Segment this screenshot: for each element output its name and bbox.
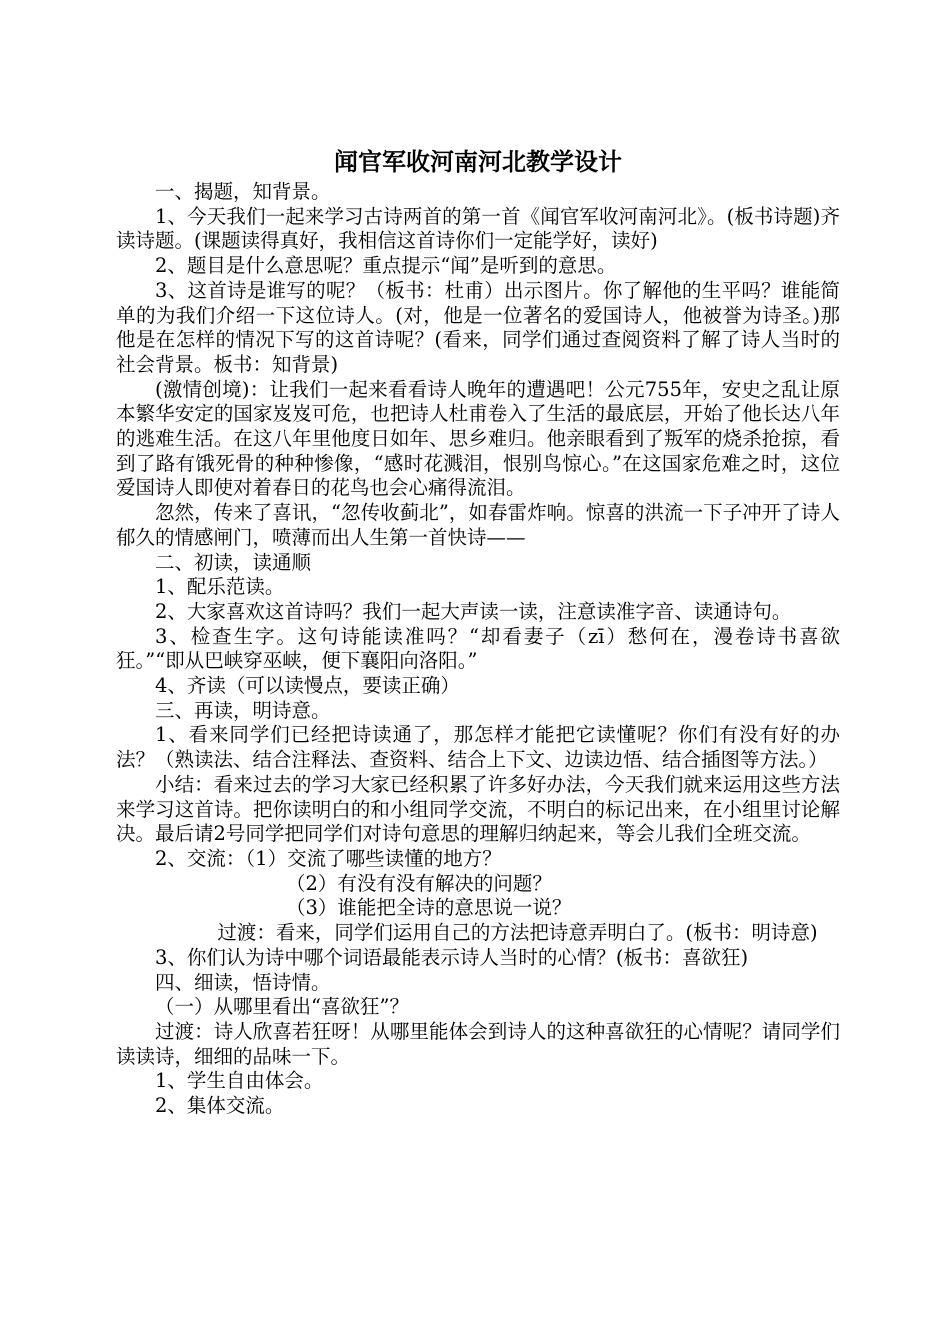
section-heading-4: 四、细读，悟诗情。 (155, 970, 331, 994)
paragraph: 3、这首诗是谁写的呢？（板书：杜甫）出示图片。你了解他的生平吗？谁能简单的为我们介绍一下这位诗人。(对，他是一位著名的爱国诗人，他被誉为诗圣。)那他是在怎样的情况下写的这首诗呢？(看来，同学们通过查阅资料了解了诗人当时的社会背景。板书：知背景) (116, 278, 840, 376)
sub-item: （2）有没有没有解决的问题？ (286, 871, 552, 895)
paragraph: 1、看来同学们已经把诗读通了，那怎样才能把它读懂呢？你们有没有好的办法？（熟读法、结合注释法、查资料、结合上下文、边读边悟、结合插图等方法。） (116, 723, 840, 772)
paragraph: 2、大家喜欢这首诗吗？我们一起大声读一读，注意读准字音、读通诗句。 (155, 599, 792, 623)
paragraph: 1、学生自由体会。 (155, 1069, 324, 1093)
page-title: 闻官军收河南河北教学设计 (334, 147, 622, 176)
sub-heading: （一）从哪里看出“喜欲狂”？ (155, 995, 409, 1019)
paragraph: 3、检查生字。这句诗能读准吗？“却看妻子（zī）愁何在，漫卷诗书喜欲狂。”“即从巴峡穿巫峡，便下襄阳向洛阳。” (116, 624, 840, 673)
paragraph: 2、交流：（1）交流了哪些读懂的地方？ (155, 846, 502, 870)
section-heading-2: 二、初读，读通顺 (155, 550, 312, 574)
sub-item: （3）谁能把全诗的意思说一说？ (286, 896, 572, 920)
paragraph: 过渡：诗人欣喜若狂呀！从哪里能体会到诗人的这种喜欲狂的心情呢？请同学们读读诗，细细的品味一下。 (116, 1019, 840, 1068)
paragraph: 1、今天我们一起来学习古诗两首的第一首《闻官军收河南河北》。(板书诗题)齐读诗题。(课题读得真好，我相信这首诗你们一定能学好，读好) (116, 204, 840, 253)
paragraph: 2、题目是什么意思呢？重点提示“闻”是听到的意思。 (155, 254, 617, 278)
paragraph: 过渡：看来，同学们运用自己的方法把诗意弄明白了。(板书：明诗意) (217, 921, 818, 945)
paragraph: 4、齐读（可以读慢点，要读正确） (155, 674, 460, 698)
paragraph: 忽然，传来了喜讯，“忽传收蓟北”，如春雷炸响。惊喜的洪流一下子冲开了诗人郁久的情感闸门，喷薄而出人生第一首快诗—— (116, 501, 840, 549)
section-heading-3: 三、再读，明诗意。 (155, 698, 331, 722)
paragraph: 1、配乐范读。 (155, 575, 285, 599)
paragraph: (激情创境)：让我们一起来看看诗人晚年的遭遇吧！公元755年，安史之乱让原本繁华安定的国家岌岌可危，也把诗人杜甫卷入了生活的最底层，开始了他长达八年的逃难生活。在这八年里他度日如年、思乡难归。他亲眼看到了叛军的烧杀抢掠，看到了路有饿死骨的种种惨像，“感时花溅泪，恨别鸟惊心。”在这国家危难之时，这位爱国诗人即使对着春日的花鸟也会心痛得流泪。 (116, 377, 840, 500)
document-page (116, 144, 840, 1119)
paragraph: 3、你们认为诗中哪个词语最能表示诗人当时的心情？(板书：喜欲狂) (155, 945, 749, 969)
paragraph: 2、集体交流。 (155, 1094, 285, 1118)
paragraph: 小结：看来过去的学习大家已经积累了许多好办法，今天我们就来运用这些方法来学习这首诗。把你读明白的和小组同学交流，不明白的标记出来，在小组里讨论解决。最后请2号同学把同学们对诗句意思的理解归纳起来，等会儿我们全班交流。 (116, 772, 840, 846)
section-heading-1: 一、揭题，知背景。 (155, 180, 331, 203)
